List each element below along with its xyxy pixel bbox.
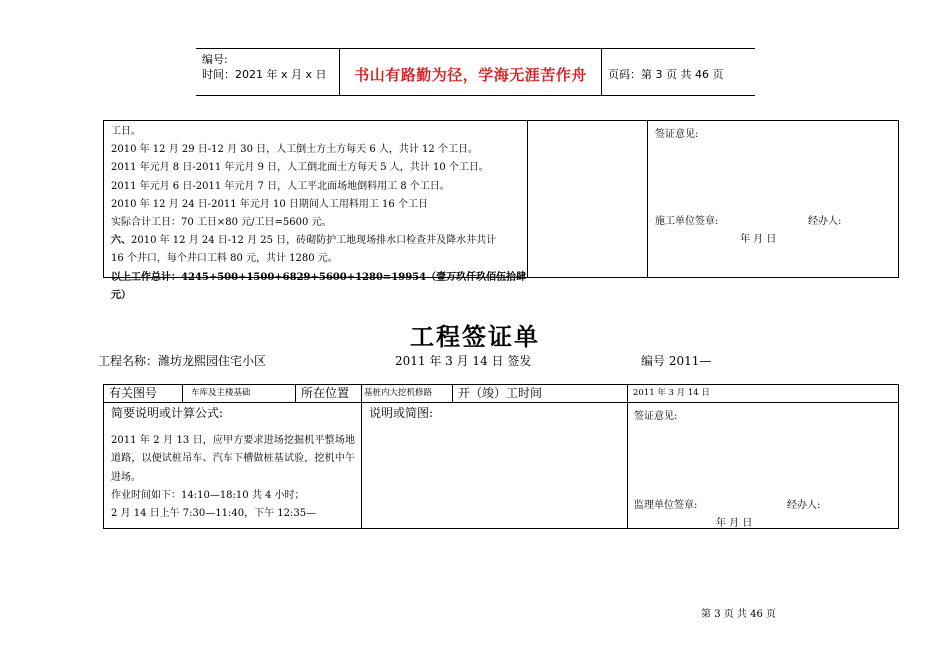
page-header <box>196 48 755 96</box>
header-divider <box>601 49 602 95</box>
page-footer: 第 3 页 共 46 页 <box>701 609 776 620</box>
continuation-text-cell <box>104 121 528 301</box>
explain-header: 说明或简图: <box>369 406 434 420</box>
continuation-line: 2010 年 12 月 29 日-12 月 30 日，人工倒土方土方每天 6 人，共计 12 个工日。 <box>111 144 478 156</box>
time-value: 2011 年 3 月 14 日 <box>633 388 710 398</box>
continuation-table <box>103 120 899 301</box>
form-sign-opinion: 签证意见: <box>634 411 678 422</box>
drawing-label: 有关图号 <box>104 385 183 403</box>
continuation-line: 16 个井口，每个井口工料 80 元，共计 1280 元。 <box>111 253 338 265</box>
form-number: 编号 2011— <box>641 354 712 368</box>
calc-cell <box>104 403 362 528</box>
sign-handler-label: 经办人: <box>808 216 842 227</box>
header-meta <box>202 52 327 82</box>
sign-opinion-label: 签证意见: <box>655 129 699 140</box>
continuation-empty-cell <box>528 121 648 277</box>
continuation-item6 <box>111 232 527 250</box>
location-value: 基桩内大挖机修路 <box>362 385 453 403</box>
header-page-info: 页码：第 3 页 共 46 页 <box>608 68 724 81</box>
item6-line1: 2010 年 12 月 24 日-12 月 25 日，砖砌防护工地现场排水口检查井及降水井共计 <box>131 235 497 247</box>
calc-line: 作业时间如下：14:10—18:10 共 4 小时； <box>111 489 305 501</box>
calc-line: 2011 年 2 月 13 日，应甲方要求进场挖掘机平整场地道路，以便试桩吊车、汽车下槽做桩基试验，挖机中午进场。 <box>111 435 355 483</box>
continuation-line: 实际合计工日：70 工日×80 元/工日=5600 元。 <box>111 217 332 229</box>
time-label: 开（竣）工时间 <box>453 385 628 403</box>
drawing-value: 车库及主楼基础 <box>183 385 296 403</box>
calc-header: 简要说明或计算公式: <box>111 406 224 420</box>
continuation-line: 2011 年元月 8 日-2011 年元月 9 日，人工倒北面土方每天 5 人，共计 10 个工日。 <box>111 162 489 174</box>
explain-cell <box>362 403 628 528</box>
item6-prefix: 六、 <box>111 235 131 247</box>
form-sign-cell <box>628 403 898 528</box>
header-number-label: 编号: <box>202 53 228 66</box>
calc-line: 2 月 14 日上午 7:30—11:40，下午 12:35— <box>111 508 317 520</box>
continuation-sign-cell <box>648 121 898 277</box>
issue-date: 2011 年 3 月 14 日 签发 <box>395 354 532 368</box>
sign-unit-label: 施工单位签章: <box>655 216 719 227</box>
sign-date-label: 年 月 日 <box>740 234 777 245</box>
location-label: 所在位置 <box>296 385 362 403</box>
continuation-line: 2010 年 12 月 24 日-2011 年元月 10 日期间人工用料用工 16 个工日 <box>111 198 428 210</box>
form-title: 工程签证单 <box>410 323 540 351</box>
form-header-row <box>104 385 898 403</box>
form-sign-handler: 经办人: <box>787 500 821 511</box>
continuation-line: 2011 年元月 6 日-2011 年元月 7 日，人工平北面场地倒料用工 8 个工日。 <box>111 180 450 192</box>
continuation-total: 以上工作总计：4245+500+1500+6829+5600+1280=19954（壹万玖仟玖佰伍拾肆元） <box>111 271 527 301</box>
form-sign-unit: 监理单位签章: <box>634 500 698 511</box>
header-motto: 书山有路勤为径，学海无涯苦作舟 <box>354 66 587 84</box>
continuation-line: 工日。 <box>111 126 141 137</box>
project-name: 工程名称：潍坊龙熙园住宅小区 <box>98 354 267 368</box>
header-time-label: 时间：2021 年 x 月 x 日 <box>202 68 327 81</box>
visa-form-table <box>103 384 899 529</box>
form-sign-date: 年 月 日 <box>716 518 753 529</box>
calc-body <box>111 432 361 523</box>
